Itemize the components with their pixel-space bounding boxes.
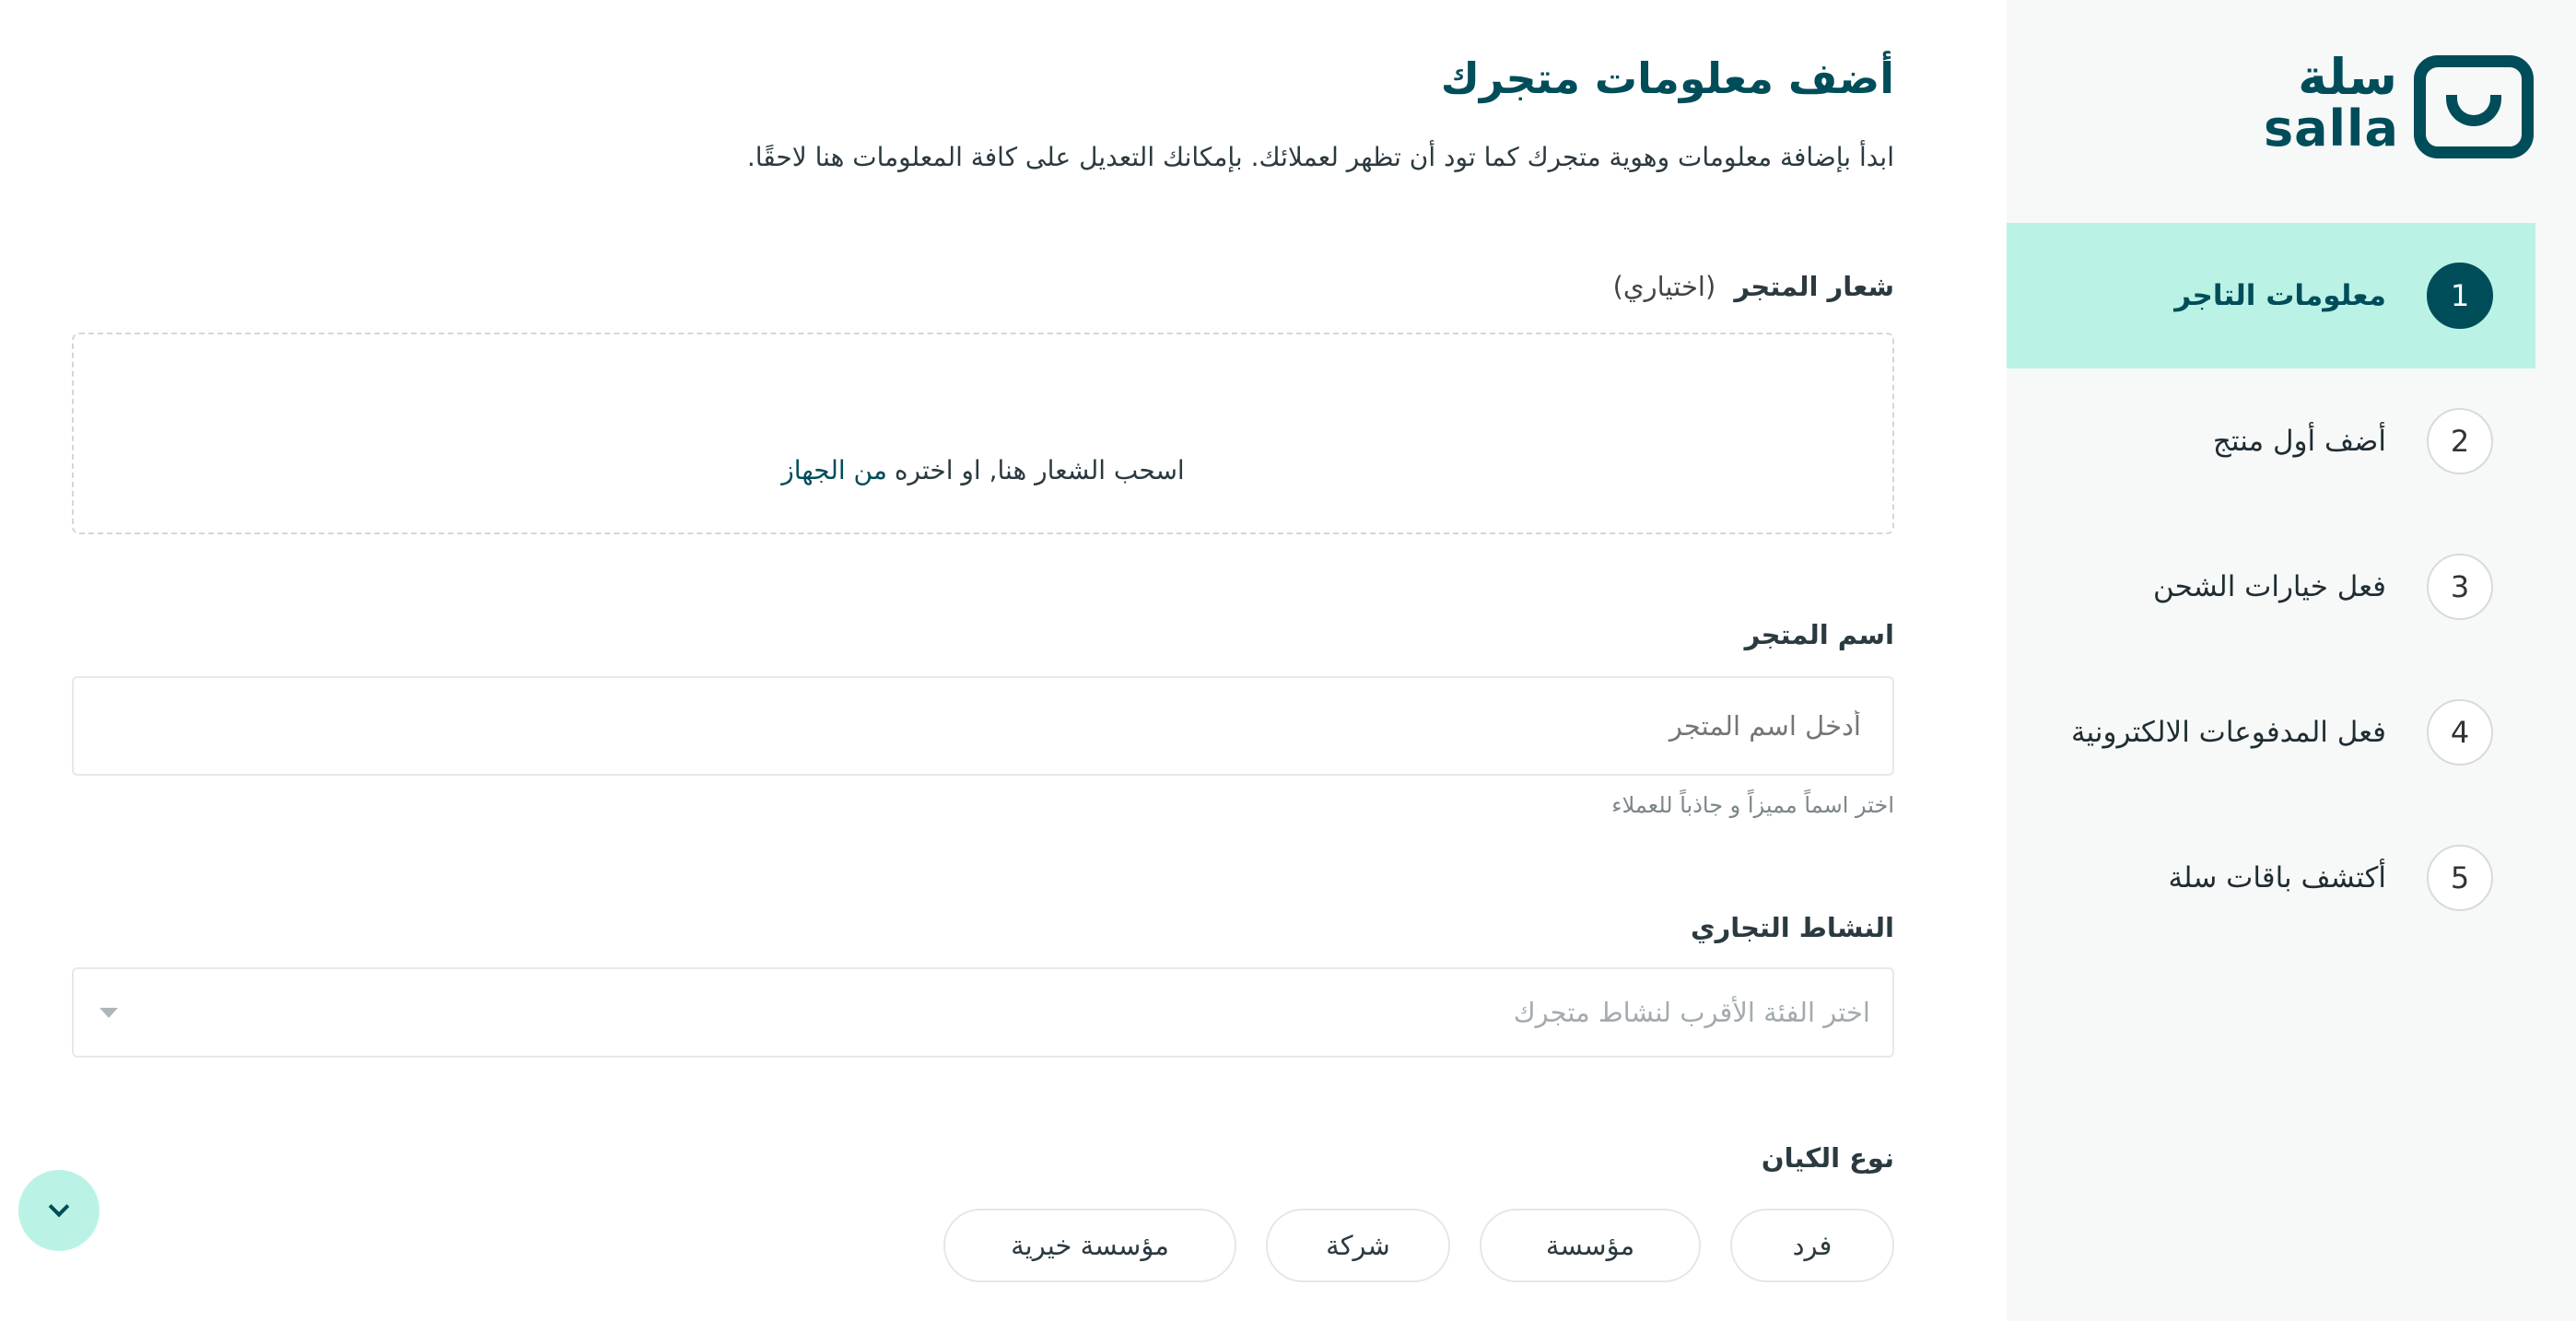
entity-option-company[interactable]: شركة [1266, 1209, 1450, 1282]
business-activity-label: النشاط التجاري [1690, 912, 1894, 943]
choose-from-device-link[interactable]: من الجهاز [781, 455, 887, 485]
steps-sidebar [2007, 0, 2576, 1321]
step-merchant-info[interactable] [2007, 223, 2535, 368]
step-number: 1 [2427, 263, 2493, 329]
entity-option-individual[interactable]: فرد [1730, 1209, 1894, 1282]
business-activity-placeholder: اختر الفئة الأقرب لنشاط متجرك [1513, 997, 1870, 1028]
entity-option-charity[interactable]: مؤسسة خيرية [943, 1209, 1236, 1282]
step-number: 3 [2427, 554, 2493, 620]
step-label: فعل المدفوعات الالكترونية [2070, 716, 2386, 749]
step-number: 4 [2427, 699, 2493, 766]
store-logo-label [1613, 271, 1894, 302]
store-name-input[interactable] [72, 676, 1894, 776]
step-number: 2 [2427, 408, 2493, 474]
caret-down-icon [100, 1008, 118, 1018]
logo-arabic-text: سلة [2298, 48, 2397, 106]
step-add-product[interactable] [2007, 368, 2535, 514]
onboarding-steps [2007, 223, 2535, 951]
store-name-label: اسم المتجر [1744, 619, 1894, 650]
step-label: أضف أول منتج [2212, 425, 2386, 458]
entity-type-options [943, 1209, 1894, 1282]
step-salla-plans[interactable] [2007, 805, 2535, 951]
logo-latin-text: salla [2263, 99, 2399, 158]
chevron-down-icon [49, 1197, 70, 1218]
optional-tag: (اختياري) [1612, 271, 1716, 302]
salla-bag-icon [2414, 55, 2534, 158]
step-label: فعل خيارات الشحن [2152, 570, 2386, 603]
page-subtitle: ابدأ بإضافة معلومات وهوية متجرك كما تود أن تظهر لعملائك. بإمكانك التعديل على كافة المعلومات هنا لاحقًا. [746, 142, 1894, 172]
step-electronic-payments[interactable] [2007, 660, 2535, 805]
entity-option-establishment[interactable]: مؤسسة [1480, 1209, 1701, 1282]
logo-dropzone[interactable] [72, 333, 1894, 534]
step-label: أكتشف باقات سلة [2168, 861, 2386, 894]
store-logo-label-text: شعار المتجر [1734, 271, 1894, 302]
entity-type-label: نوع الكيان [1761, 1142, 1894, 1174]
business-activity-select[interactable] [72, 967, 1894, 1058]
step-number: 5 [2427, 845, 2493, 911]
store-name-hint: اختر اسماً مميزاً و جاذباً للعملاء [1611, 792, 1894, 818]
dropzone-text: اسحب الشعار هنا, او اختره [894, 455, 1185, 485]
step-shipping-options[interactable] [2007, 514, 2535, 660]
salla-logo [2263, 48, 2534, 162]
step-label: معلومات التاجر [2174, 279, 2386, 312]
page-title: أضف معلومات متجرك [1440, 53, 1894, 103]
scroll-down-button[interactable] [18, 1170, 100, 1251]
